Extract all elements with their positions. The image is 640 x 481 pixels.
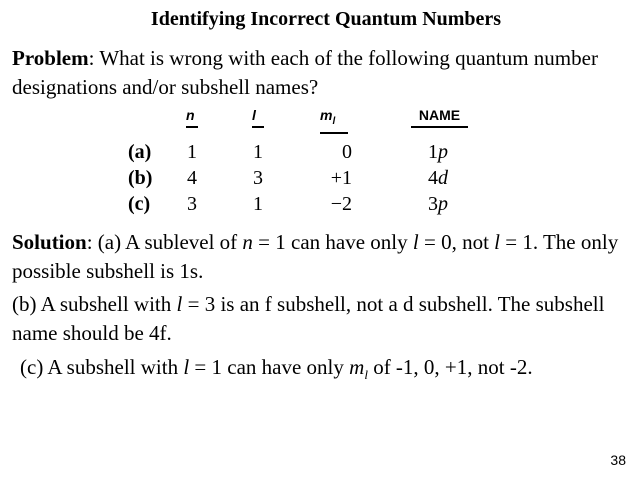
solution-b-suffix: = 3 is an f subshell, not a d subshell. The subshell name should be 4f. [12, 292, 605, 345]
problem-statement [12, 44, 612, 102]
row-a-name-letter: p [438, 141, 448, 163]
row-a-name [428, 139, 448, 165]
row-c-label: (c) [128, 193, 151, 215]
row-a-n: 1 [187, 141, 197, 163]
solution-a-mid1: = 1 can have only [252, 230, 413, 254]
row-c-n: 3 [187, 193, 197, 215]
row-c-name-letter: p [438, 193, 448, 215]
solution-b-prefix: (b) A subshell with [12, 292, 177, 316]
row-c-ml: −2 [330, 193, 352, 215]
row-c-name-num: 3 [428, 193, 438, 215]
row-c-name [428, 191, 448, 217]
header-ml-sub: l [332, 115, 336, 127]
row-b-l: 3 [253, 167, 263, 189]
row-b-label: (b) [128, 167, 153, 189]
problem-label: Problem [12, 46, 89, 70]
row-b-name [428, 165, 448, 191]
solution-c-suffix: of -1, 0, +1, not -2. [367, 355, 533, 379]
row-b-ml: +1 [330, 167, 352, 189]
row-b-name-num: 4 [428, 167, 438, 189]
row-a-name-num: 1 [428, 141, 438, 163]
problem-text: : What is wrong with each of the following quantum number designations and/or subshell names? [12, 46, 598, 99]
solution-c-mid: = 1 can have only [189, 355, 350, 379]
solution-a-n: n [242, 230, 253, 254]
row-a-ml: 0 [342, 141, 352, 163]
header-ml-m: m [320, 107, 333, 123]
row-b-name-letter: d [438, 167, 448, 189]
row-c-l: 1 [253, 193, 263, 215]
solution-c-prefix: (c) A subshell with [20, 355, 184, 379]
solution-a-suffix: = 1. The only possible subshell is 1s. [12, 230, 619, 283]
header-name: NAME [411, 107, 468, 128]
header-ml [320, 107, 348, 134]
header-n: n [186, 107, 198, 128]
solution-a-l1: l [412, 230, 419, 254]
quantum-number-table [0, 107, 640, 217]
page-number: 38 [610, 452, 626, 468]
solution-a-mid2: = 0, not [418, 230, 495, 254]
solution-label: Solution [12, 230, 87, 254]
solution-c-m: m [349, 355, 365, 379]
solution-c-sub: l [364, 367, 368, 383]
solution-c-l: l [183, 355, 190, 379]
solution-b-l: l [176, 292, 183, 316]
row-b-n: 4 [187, 167, 197, 189]
solution-a-prefix: : (a) A sublevel of [86, 230, 243, 254]
solution-c [20, 353, 630, 389]
solution-a [12, 228, 622, 286]
solution-b [12, 290, 622, 348]
row-a-label: (a) [128, 141, 152, 163]
slide-title: Identifying Incorrect Quantum Numbers [150, 8, 502, 30]
header-l: l [252, 107, 264, 128]
solution-a-l2: l [494, 230, 501, 254]
row-a-l: 1 [253, 141, 263, 163]
